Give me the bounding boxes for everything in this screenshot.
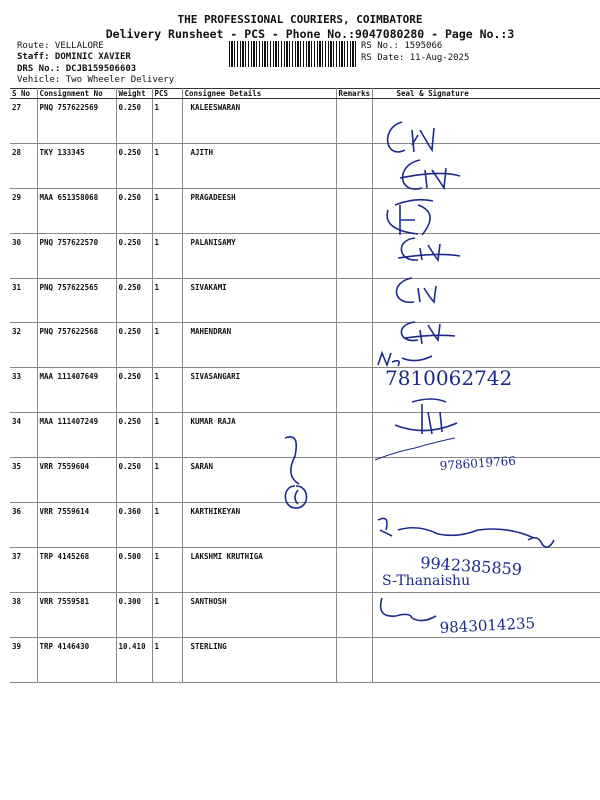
route-label: Route: VELLALORE xyxy=(17,41,104,51)
weight-cell: 0.250 xyxy=(116,278,152,323)
consignee-cell: SANTHOSH xyxy=(182,592,336,637)
pcs-cell: 1 xyxy=(152,547,182,592)
consignee-cell: KALEESWARAN xyxy=(182,99,336,144)
weight-cell: 0.250 xyxy=(116,323,152,368)
consignment-cell: VRR 7559581 xyxy=(37,592,116,637)
pcs-cell: 1 xyxy=(152,323,182,368)
col-signature-header: Seal & Signature xyxy=(372,89,600,99)
sno-cell: 29 xyxy=(10,188,37,233)
rs-date: RS Date: 11-Aug-2025 xyxy=(361,53,470,63)
signature-row-35 xyxy=(285,437,516,484)
signature-row-38 xyxy=(382,553,523,589)
weight-cell: 0.250 xyxy=(116,143,152,188)
pcs-cell: 1 xyxy=(152,458,182,503)
col-weight-header: Weight xyxy=(116,89,152,99)
weight-cell: 0.250 xyxy=(116,99,152,144)
consignee-cell: STERLING xyxy=(182,637,336,682)
consignment-cell: VRR 7559614 xyxy=(37,503,116,548)
consignee-cell: MAHENDRAN xyxy=(182,323,336,368)
weight-cell: 0.360 xyxy=(116,503,152,548)
name-handwriting-38: S-Thanaishu xyxy=(382,573,471,589)
sno-cell: 30 xyxy=(10,233,37,278)
weight-cell: 0.250 xyxy=(116,188,152,233)
consignee-cell: SIVAKAMI xyxy=(182,278,336,323)
signature-row-33 xyxy=(378,353,512,390)
signature-row-37 xyxy=(378,518,554,547)
signature-row-27 xyxy=(388,122,434,152)
signature-row-34 xyxy=(395,399,457,434)
col-consignment-header: Consignment No xyxy=(37,89,116,99)
signature-row-36 xyxy=(285,486,306,508)
rs-number: RS No.: 1595066 xyxy=(361,41,443,51)
consignment-cell: PNQ 757622569 xyxy=(37,99,116,144)
signature-row-39 xyxy=(381,598,536,637)
col-sno-header: S No xyxy=(10,89,37,99)
sno-cell: 35 xyxy=(10,458,37,503)
sno-cell: 38 xyxy=(10,592,37,637)
weight-cell: 0.250 xyxy=(116,413,152,458)
consignment-cell: MAA 111407249 xyxy=(37,413,116,458)
consignment-cell: PNQ 757622565 xyxy=(37,278,116,323)
pcs-cell: 1 xyxy=(152,143,182,188)
phone-handwriting-39: 9843014235 xyxy=(439,614,536,637)
consignment-cell: TRP 4146430 xyxy=(37,637,116,682)
pcs-cell: 1 xyxy=(152,413,182,458)
consignment-cell: PNQ 757622570 xyxy=(37,233,116,278)
sno-cell: 37 xyxy=(10,547,37,592)
pcs-cell: 1 xyxy=(152,637,182,682)
weight-cell: 0.500 xyxy=(116,547,152,592)
vehicle-label: Vehicle: Two Wheeler Delivery xyxy=(17,75,175,85)
weight-cell: 0.250 xyxy=(116,368,152,413)
weight-cell: 10.410 xyxy=(116,637,152,682)
sno-cell: 39 xyxy=(10,637,37,682)
pcs-cell: 1 xyxy=(152,503,182,548)
weight-cell: 0.300 xyxy=(116,592,152,637)
sno-cell: 32 xyxy=(10,323,37,368)
consignee-cell: KARTHIKEYAN xyxy=(182,503,336,548)
consignment-cell: PNQ 757622568 xyxy=(37,323,116,368)
staff-label: Staff: DOMINIC XAVIER xyxy=(17,52,131,62)
consignee-cell: PALANISAMY xyxy=(182,233,336,278)
consignee-cell: SARAN xyxy=(182,458,336,503)
consignee-cell: KUMAR RAJA xyxy=(182,413,336,458)
consignment-cell: TRP 4145268 xyxy=(37,547,116,592)
col-remarks-header: Remarks xyxy=(336,89,372,99)
signature-row-29 xyxy=(387,200,433,235)
col-pcs-header: PCS xyxy=(152,89,182,99)
weight-cell: 0.250 xyxy=(116,458,152,503)
sno-cell: 36 xyxy=(10,503,37,548)
company-title: THE PROFESSIONAL COURIERS, COIMBATORE xyxy=(177,13,423,26)
pcs-cell: 1 xyxy=(152,233,182,278)
pcs-cell: 1 xyxy=(152,188,182,233)
signature-row-32 xyxy=(401,322,455,344)
phone-handwriting-33: 7810062742 xyxy=(385,366,513,390)
consignment-cell: MAA 651358068 xyxy=(37,188,116,233)
col-consignee-header: Consignee Details xyxy=(182,89,336,99)
signature-row-28 xyxy=(400,160,460,189)
consignment-cell: VRR 7559604 xyxy=(37,458,116,503)
phone-handwriting-35: 9786019766 xyxy=(439,453,517,473)
runsheet-subtitle: Delivery Runsheet - PCS - Phone No.:9047080280 - Page No.:3 xyxy=(105,27,515,41)
consignee-cell: AJITH xyxy=(182,143,336,188)
consignment-cell: MAA 111407649 xyxy=(37,368,116,413)
sno-cell: 34 xyxy=(10,413,37,458)
sno-cell: 33 xyxy=(10,368,37,413)
phone-handwriting-38: 9942385859 xyxy=(419,553,523,580)
drs-number: DRS No.: DCJB159506603 xyxy=(17,64,137,74)
sno-cell: 27 xyxy=(10,99,37,144)
pcs-cell: 1 xyxy=(152,99,182,144)
sno-cell: 31 xyxy=(10,278,37,323)
consignment-cell: TKY 133345 xyxy=(37,143,116,188)
consignee-cell: PRAGADEESH xyxy=(182,188,336,233)
consignee-cell: SIVASANGARI xyxy=(182,368,336,413)
signature-row-31 xyxy=(396,278,436,302)
pcs-cell: 1 xyxy=(152,368,182,413)
pcs-cell: 1 xyxy=(152,592,182,637)
sno-cell: 28 xyxy=(10,143,37,188)
signature-row-30 xyxy=(398,238,460,260)
pcs-cell: 1 xyxy=(152,278,182,323)
weight-cell: 0.250 xyxy=(116,233,152,278)
consignee-cell: LAKSHMI KRUTHIGA xyxy=(182,547,336,592)
